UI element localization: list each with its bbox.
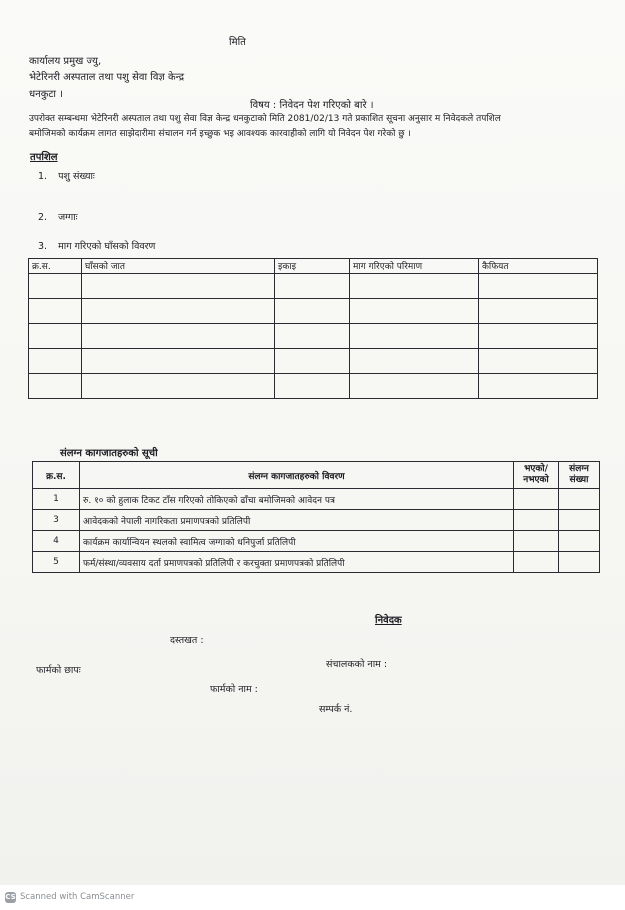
contact-label: सम्पर्क नं.: [319, 704, 353, 715]
table-cell: [29, 374, 82, 399]
table-cell: [275, 324, 350, 349]
body-line-2: बमोजिमको कार्यक्रम लागत साझेदारीमा संचालन गर्न इच्छुक भइ आवश्यक कारवाहीको लागि यो निवेदन पेश गरेको छु ।: [29, 129, 411, 139]
table-row: [33, 510, 600, 531]
firm-stamp-label: फार्मको छापः: [36, 665, 81, 676]
col-header-serial: क्र.स.: [33, 462, 80, 489]
row-status: [514, 489, 559, 510]
table-row: [29, 299, 598, 324]
row-description: आवेदकको नेपाली नागरिकता प्रमाणपत्रको प्रतिलिपी: [80, 510, 514, 531]
col-header-status: भएको/ नभएको: [514, 462, 559, 489]
col-header-description: संलग्न कागजातहरुको विवरण: [80, 462, 514, 489]
table-cell: [275, 274, 350, 299]
col-header-count: संलग्न संख्या: [559, 462, 600, 489]
applicant-heading: निवेदक: [375, 615, 402, 626]
row-count: [559, 552, 600, 573]
table-row: [33, 489, 600, 510]
grass-demand-table: [28, 258, 598, 399]
firm-name-label: फार्मको नाम :: [210, 684, 258, 695]
table-cell: [82, 349, 275, 374]
detail-item-number: 2.: [38, 212, 48, 223]
detail-item-land: [38, 211, 78, 224]
table-header-row: [29, 259, 598, 274]
table-row: [29, 374, 598, 399]
scanner-watermark-text: Scanned with CamScanner: [20, 892, 135, 902]
row-description: रु. १० को हुलाक टिकट टाँस गरिएको तोकिएको ढाँचा बमोजिमको आवेदन पत्र: [80, 489, 514, 510]
table-row: [29, 324, 598, 349]
row-count: [559, 489, 600, 510]
col-header-serial: क्र.स.: [29, 259, 82, 274]
body-line-1: उपरोक्त सम्बन्धमा भेटेरिनरी अस्पताल तथा पशु सेवा विज्ञ केन्द्र धनकुटाको मिति 2081/02/13 गते प्रकाशित सूचना अनुसार म निवेदकले तपशिल: [29, 114, 501, 124]
table-cell: [479, 299, 598, 324]
col-header-quantity: माग गरिएको परिमाण: [350, 259, 479, 274]
row-description: फर्म/संस्था/व्यवसाय दर्ता प्रमाणपत्रको प्रतिलिपी र करचुक्ता प्रमाणपत्रको प्रतिलिपी: [80, 552, 514, 573]
table-cell: [29, 349, 82, 374]
table-cell: [479, 274, 598, 299]
detail-item-number: 3.: [38, 241, 48, 252]
table-cell: [82, 374, 275, 399]
table-cell: [479, 349, 598, 374]
scanner-footer: [0, 885, 625, 910]
row-status: [514, 552, 559, 573]
row-number: 1: [33, 489, 80, 510]
detail-item-number: 1.: [38, 171, 48, 182]
table-cell: [275, 374, 350, 399]
subject-line: विषय : निवेदन पेश गरिएको बारे ।: [250, 100, 374, 111]
col-header-remarks: कैफियत: [479, 259, 598, 274]
table-cell: [479, 374, 598, 399]
signature-label: दस्तखत :: [170, 635, 204, 646]
attachments-table: [32, 461, 600, 573]
row-number: 4: [33, 531, 80, 552]
col-header-unit: इकाइ: [275, 259, 350, 274]
table-cell: [82, 299, 275, 324]
table-row: [29, 349, 598, 374]
table-cell: [82, 324, 275, 349]
table-cell: [350, 299, 479, 324]
row-description: कार्यक्रम कार्यान्वियन स्थलको स्वामित्व जग्गाको धनिपुर्जा प्रतिलिपी: [80, 531, 514, 552]
table-row: [33, 531, 600, 552]
detail-item-label: जग्गाः: [58, 212, 78, 223]
table-cell: [29, 299, 82, 324]
row-status: [514, 510, 559, 531]
date-label: मिति: [229, 37, 246, 48]
row-number: 5: [33, 552, 80, 573]
recipient-line-2: भेटेरिनरी अस्पताल तथा पशु सेवा विज्ञ केन्द्र: [29, 72, 185, 83]
row-count: [559, 531, 600, 552]
row-number: 3: [33, 510, 80, 531]
table-cell: [350, 349, 479, 374]
camscanner-logo-icon: CS: [5, 893, 16, 901]
table-cell: [350, 324, 479, 349]
detail-item-label: माग गरिएको घाँसको विवरण: [58, 241, 156, 252]
attachments-heading: संलग्न कागजातहरुको सूची: [60, 448, 158, 459]
table-cell: [350, 374, 479, 399]
operator-name-label: संचालकको नाम :: [326, 659, 388, 670]
row-status: [514, 531, 559, 552]
recipient-line-3: धनकुटा ।: [29, 89, 63, 100]
table-cell: [29, 324, 82, 349]
table-cell: [29, 274, 82, 299]
row-count: [559, 510, 600, 531]
recipient-line-1: कार्यालय प्रमुख ज्यु,: [29, 56, 102, 67]
table-row: [33, 552, 600, 573]
table-cell: [275, 349, 350, 374]
col-header-grass-type: घाँसको जात: [82, 259, 275, 274]
table-cell: [479, 324, 598, 349]
detail-item-label: पशु संख्याः: [58, 171, 95, 182]
detail-item-livestock: [38, 170, 95, 183]
table-header-row: [33, 462, 600, 489]
table-cell: [82, 274, 275, 299]
table-row: [29, 274, 598, 299]
detail-item-grass: [38, 240, 155, 253]
details-heading: तपशिल: [30, 152, 58, 163]
table-cell: [275, 299, 350, 324]
table-cell: [350, 274, 479, 299]
